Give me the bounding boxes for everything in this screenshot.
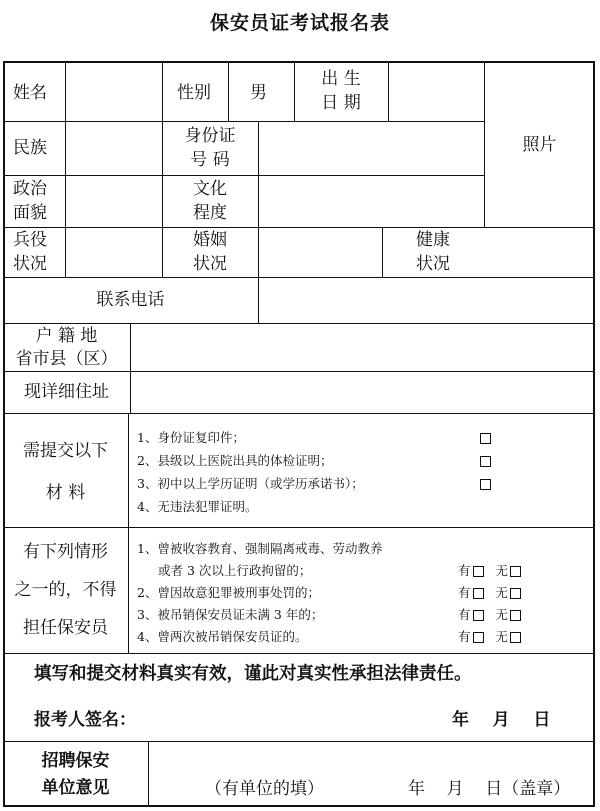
health-status-label: 状况 (416, 254, 450, 274)
yes-no-options (458, 585, 521, 601)
signature-label: 报考人签名： (34, 710, 136, 730)
yes-label: 有 (458, 629, 471, 644)
condition-item: 或者 3 次以上行政拘留的； (158, 563, 312, 578)
employer-opinion-label: 招聘保安 (41, 751, 110, 771)
declaration-text: 填写和提交材料真实有效，谨此对真实性承担法律责任。 (34, 664, 472, 684)
condition-item: 4、曾两次被吊销保安员证的。 (137, 629, 308, 644)
conditions-label: 担任保安员 (23, 618, 108, 638)
phone-label: 联系电话 (96, 290, 165, 310)
form-title: 保安员证考试报名表 (209, 12, 390, 34)
conditions-label: 有下列情形 (23, 542, 108, 562)
household-label: 户 籍 地 (35, 326, 98, 346)
yes-no-options (458, 563, 521, 579)
row-divider (3, 121, 485, 122)
employer-opinion-label: 单位意见 (41, 778, 110, 798)
form-table (3, 61, 595, 807)
no-label: 无 (495, 629, 508, 644)
military-status-label: 状况 (13, 254, 47, 274)
col-divider (130, 323, 131, 413)
checkbox[interactable] (480, 433, 491, 444)
employer-date: 年 月 日（盖章） (408, 779, 571, 799)
no-label: 无 (495, 563, 508, 578)
ethnicity-label: 民族 (13, 138, 47, 158)
yes-label: 有 (458, 563, 471, 578)
household-label: 省市县（区） (15, 349, 118, 369)
yes-label: 有 (458, 585, 471, 600)
checkbox[interactable] (480, 456, 491, 467)
row-divider (3, 371, 595, 372)
yes-label: 有 (458, 607, 471, 622)
row-divider (3, 413, 595, 414)
row-divider (3, 277, 595, 278)
education-label: 文化 (193, 179, 227, 199)
employer-note: （有单位的填） (205, 779, 324, 799)
health-status-label: 健康 (416, 230, 450, 250)
materials-label: 材 料 (45, 483, 86, 503)
col-divider (148, 741, 149, 807)
row-divider (3, 227, 595, 228)
col-divider (258, 121, 259, 323)
condition-item: 2、曾因故意犯罪被刑事处罚的； (137, 585, 320, 600)
marital-status-label: 婚姻 (193, 230, 227, 250)
row-divider (3, 175, 485, 176)
id-number-label: 号 码 (190, 150, 230, 170)
no-checkbox[interactable] (510, 566, 521, 577)
condition-item: 1、曾被收容教育、强制隔离戒毒、劳动教养 (137, 541, 383, 556)
marital-status-label: 状况 (193, 254, 227, 274)
col-divider (228, 61, 229, 121)
yes-no-options (458, 607, 521, 623)
signature-date: 年 月 日 (452, 710, 551, 730)
gender-label: 性别 (177, 83, 211, 103)
no-checkbox[interactable] (510, 632, 521, 643)
col-divider (388, 61, 389, 121)
no-label: 无 (495, 585, 508, 600)
military-status-label: 兵役 (13, 230, 47, 250)
photo-label: 照片 (522, 135, 557, 155)
material-item: 4、无违法犯罪证明。 (137, 499, 258, 514)
name-label: 姓名 (13, 83, 47, 103)
condition-item: 3、被吊销保安员证未满 3 年的； (137, 607, 324, 622)
no-checkbox[interactable] (510, 588, 521, 599)
political-status-label: 面貌 (13, 203, 47, 223)
birth-label: 出 生 (321, 69, 361, 89)
yes-checkbox[interactable] (473, 588, 484, 599)
education-label: 程度 (193, 203, 227, 223)
materials-label: 需提交以下 (23, 441, 108, 461)
material-item: 2、县级以上医院出具的体检证明； (137, 453, 333, 468)
id-number-label: 身份证 (184, 126, 236, 146)
col-divider (65, 61, 66, 277)
yes-no-options (458, 629, 521, 645)
yes-checkbox[interactable] (473, 610, 484, 621)
row-divider (3, 527, 595, 528)
row-divider (3, 741, 595, 742)
address-label: 现详细住址 (24, 382, 109, 402)
gender-value: 男 (250, 83, 267, 103)
no-label: 无 (495, 607, 508, 622)
material-item: 1、身份证复印件； (137, 430, 245, 445)
birth-label: 日 期 (321, 93, 361, 113)
political-status-label: 政治 (13, 179, 47, 199)
yes-checkbox[interactable] (473, 632, 484, 643)
material-item: 3、初中以上学历证明（或学历承诺书）； (137, 476, 364, 491)
conditions-label: 之一的，不得 (14, 580, 117, 600)
no-checkbox[interactable] (510, 610, 521, 621)
yes-checkbox[interactable] (473, 566, 484, 577)
checkbox[interactable] (480, 479, 491, 490)
col-divider (128, 413, 129, 653)
row-divider (3, 653, 595, 654)
